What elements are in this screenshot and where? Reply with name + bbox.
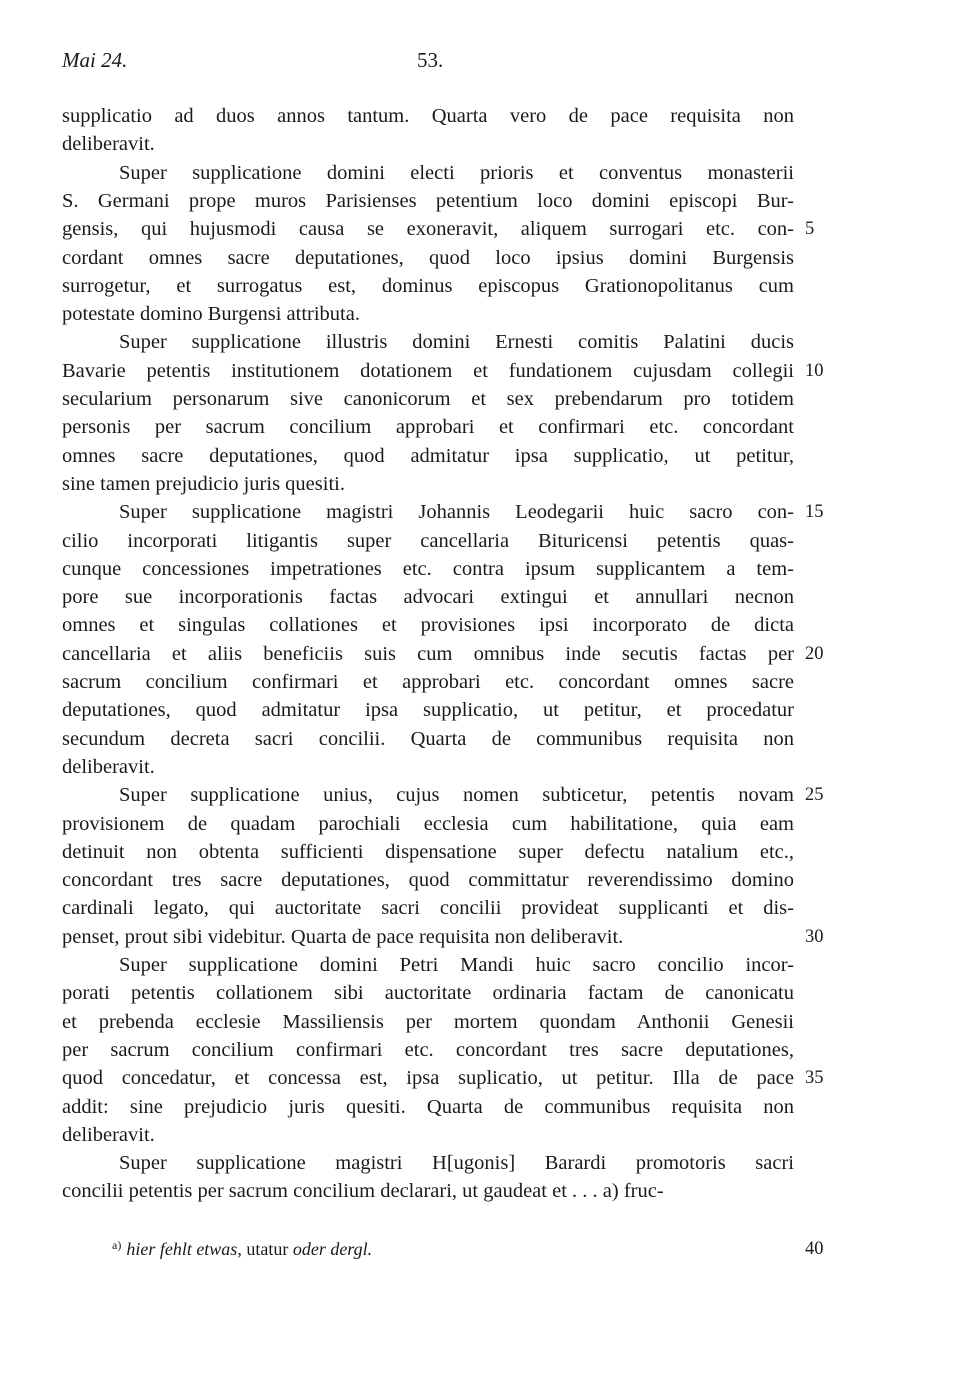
text-line: sacrum concilium confirmari et approbari etc. concordant omnes sacre <box>62 671 794 693</box>
text-line: surrogetur, et surrogatus est, dominus episcopus Grationopolitanus cum <box>62 274 794 297</box>
line-number: 25 <box>805 785 824 806</box>
text-line: concordant tres sacre deputationes, quod committatur reverendissimo domino <box>62 869 794 892</box>
text-line: Super supplicatione domini Petri Mandi huic sacro concilio incor- <box>119 954 794 976</box>
text-line: quod concedatur, et concessa est, ipsa suplicatio, ut petitur. Illa de pace <box>62 1067 794 1090</box>
text-line: gensis, qui hujusmodi causa se exoneravit, aliquem surrogari etc. con- <box>62 218 794 241</box>
text-line: deputationes, quod admitatur ipsa supplicatio, ut petitur, et procedatur <box>62 699 794 722</box>
text-line: concilii petentis per sacrum concilium declarari, ut gaudeat et . . . a) fruc- <box>62 1180 664 1203</box>
text-line: cordant omnes sacre deputationes, quod loco ipsius domini Burgensis <box>62 246 794 269</box>
text-line: deliberavit. <box>62 1123 155 1146</box>
text-line: cunque concessiones impetrationes etc. contra ipsum supplicantem a tem- <box>62 557 794 580</box>
text-line: pore sue incorporationis factas advocari extingui et annullari necnon <box>62 586 794 609</box>
text-line: deliberavit. <box>62 755 155 778</box>
text-line: sine tamen prejudicio juris quesiti. <box>62 472 345 495</box>
text-line: supplicatio ad duos annos tantum. Quarta vero de pace requisita non <box>62 105 794 127</box>
line-number: 5 <box>805 219 815 240</box>
text-line: porati petentis collationem sibi auctoritate ordinaria factam de canonicatu <box>62 982 794 1005</box>
text-line: provisionem de quadam parochiali ecclesia cum habilitatione, quia eam <box>62 812 794 835</box>
line-number: 35 <box>805 1068 824 1089</box>
text-line: et prebenda ecclesie Massiliensis per mortem quondam Anthonii Genesii <box>62 1010 794 1033</box>
footnote-italic-1: hier fehlt etwas, <box>126 1239 242 1259</box>
text-line: detinuit non obtenta sufficienti dispensatione super defectu natalium etc., <box>62 840 794 863</box>
header-date: Mai 24. <box>62 48 128 72</box>
line-number: 30 <box>805 926 824 947</box>
text-line: cardinali legato, qui auctoritate sacri concilii provideat supplicanti et dis- <box>62 897 794 920</box>
footnote <box>112 1236 372 1264</box>
line-number: 15 <box>805 502 824 523</box>
text-line: personis per sacrum concilium approbari et confirmari etc. concordant <box>62 416 794 439</box>
text-line: Super supplicatione unius, cujus nomen subticetur, petentis novam <box>119 784 794 807</box>
text-line: addit: sine prejudicio juris quesiti. Quarta de communibus requisita non <box>62 1095 794 1118</box>
text-line: secularium personarum sive canonicorum et sex prebendarum pro totidem <box>62 388 794 410</box>
footnote-roman: utatur <box>246 1239 289 1259</box>
footnote-mark: a) <box>112 1238 122 1252</box>
line-number-footnote: 40 <box>805 1239 824 1259</box>
page-number: 53. <box>417 48 444 72</box>
text-line: cancellaria et aliis beneficiis suis cum omnibus inde secutis factas per <box>62 642 794 665</box>
text-line: Super supplicatione domini electi prioris et conventus monasterii <box>119 161 794 184</box>
text-line: omnes sacre deputationes, quod admitatur ipsa supplicatio, ut petitur, <box>62 444 794 467</box>
text-line: S. Germani prope muros Parisienses petentium loco domini episcopi Bur- <box>62 189 794 212</box>
text-line: omnes et singulas collationes et provisiones ipsi incorporato de dicta <box>62 614 794 637</box>
text-line: Super supplicatione magistri Johannis Leodegarii huic sacro con- <box>119 501 794 524</box>
text-line: per sacrum concilium confirmari etc. concordant tres sacre deputationes, <box>62 1038 794 1061</box>
text-line: Bavarie petentis institutionem dotationem et fundationem cujusdam collegii <box>62 359 794 382</box>
footnote-italic-2: oder dergl. <box>292 1239 373 1259</box>
text-line: secundum decreta sacri concilii. Quarta de communibus requisita non <box>62 727 794 750</box>
text-line: Super supplicatione illustris domini Ernesti comitis Palatini ducis <box>119 331 794 354</box>
text-line: deliberavit. <box>62 133 155 156</box>
text-line: penset, prout sibi videbitur. Quarta de pace requisita non deliberavit. <box>62 925 624 948</box>
line-number: 20 <box>805 643 824 664</box>
text-line: Super supplicatione magistri H[ugonis] Barardi promotoris sacri <box>119 1152 794 1175</box>
text-line: potestate domino Burgensi attributa. <box>62 303 360 326</box>
text-line: cilio incorporati litigantis super cancellaria Bituricensi petentis quas- <box>62 529 794 552</box>
line-number: 10 <box>805 360 824 381</box>
